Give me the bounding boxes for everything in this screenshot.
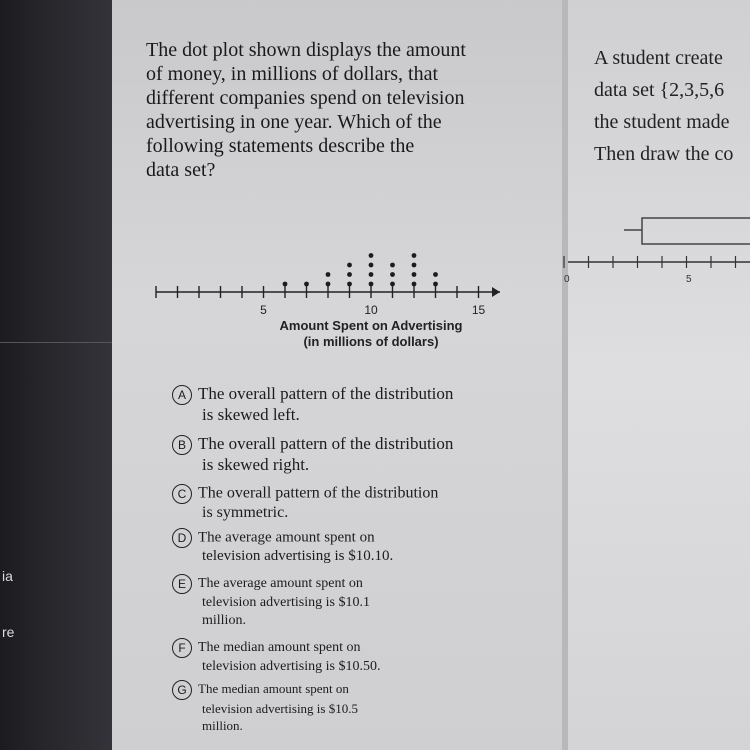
data-dot [347, 272, 352, 277]
data-dot [326, 272, 331, 277]
question-line: following statements describe the [146, 135, 415, 157]
data-dot [412, 272, 417, 277]
left-fragment-1: ia [2, 568, 13, 584]
left-panel [0, 0, 112, 750]
axis-label: 0 [564, 274, 570, 285]
data-dot [433, 282, 438, 287]
next-page-line: Then draw the co [594, 143, 734, 165]
question-line: The dot plot shown displays the amount [146, 39, 466, 61]
data-dot [369, 263, 374, 268]
choice-d[interactable] [172, 528, 393, 565]
tick-label: 5 [260, 303, 267, 317]
choice-text: The overall pattern of the distribution [198, 484, 439, 502]
choice-text: The overall pattern of the distribution [198, 384, 454, 403]
choice-text: is skewed right. [202, 455, 310, 475]
tick-label: 10 [364, 303, 378, 317]
question-line: advertising in one year. Which of the [146, 111, 442, 133]
choice-a[interactable] [172, 384, 453, 425]
x-axis-label: Amount Spent on Advertising [279, 318, 463, 333]
divider [0, 342, 112, 343]
choice-letter: B [172, 435, 192, 455]
data-dot [347, 263, 352, 268]
worksheet-page [112, 0, 562, 750]
choice-text: is symmetric. [202, 504, 289, 521]
data-dot [412, 263, 417, 268]
question-text [146, 38, 536, 182]
data-dot [433, 272, 438, 277]
choice-g[interactable] [172, 680, 358, 734]
choice-c[interactable] [172, 484, 438, 522]
data-dot [283, 282, 288, 287]
next-page-line: A student create [594, 47, 723, 69]
choice-text: television advertising is $10.1 [202, 595, 370, 610]
choice-text: The average amount spent on [198, 576, 363, 592]
left-fragment-2: re [2, 624, 15, 640]
choice-letter: A [172, 385, 192, 405]
next-page-text [594, 42, 733, 170]
choice-text: television advertising is $10.5 [202, 701, 358, 717]
choice-b[interactable] [172, 434, 453, 475]
box-plot-fragment [564, 210, 750, 310]
choice-f[interactable] [172, 638, 380, 676]
next-page-line: data set {2,3,5,6 [594, 79, 725, 101]
data-dot [369, 253, 374, 258]
question-line: different companies spend on television [146, 87, 465, 109]
choice-text: is skewed left. [202, 405, 300, 425]
dot-plot [152, 240, 512, 360]
choice-letter: E [172, 574, 192, 594]
choice-text: The median amount spent on [198, 640, 361, 656]
data-dot [412, 282, 417, 287]
next-page [564, 0, 750, 750]
choice-text: million. [202, 613, 246, 628]
choice-text: The overall pattern of the distribution [198, 434, 454, 453]
choice-text: The average amount spent on [198, 529, 375, 546]
data-dot [390, 282, 395, 287]
choice-text: million. [202, 718, 243, 734]
choice-e[interactable] [172, 574, 370, 630]
question-line: of money, in millions of dollars, that [146, 63, 439, 85]
axis-arrow [492, 287, 500, 297]
choice-letter: D [172, 528, 192, 548]
data-dot [390, 263, 395, 268]
choice-letter: F [172, 638, 192, 658]
data-dot [369, 272, 374, 277]
data-dot [390, 272, 395, 277]
data-dot [326, 282, 331, 287]
choice-text: television advertising is $10.10. [202, 548, 394, 564]
data-dot [347, 282, 352, 287]
data-dot [304, 282, 309, 287]
choice-text: The median amount spent on [198, 681, 349, 696]
choice-letter: C [172, 484, 192, 504]
choice-letter: G [172, 680, 192, 700]
axis-label: 5 [686, 274, 692, 285]
box [642, 218, 750, 244]
tick-label: 15 [471, 303, 486, 317]
data-dot [412, 253, 417, 258]
question-line: data set? [146, 159, 216, 181]
next-page-line: the student made [594, 111, 730, 133]
choice-text: television advertising is $10.50. [202, 659, 381, 674]
x-axis-sublabel: (in millions of dollars) [303, 334, 439, 349]
data-dot [369, 282, 374, 287]
